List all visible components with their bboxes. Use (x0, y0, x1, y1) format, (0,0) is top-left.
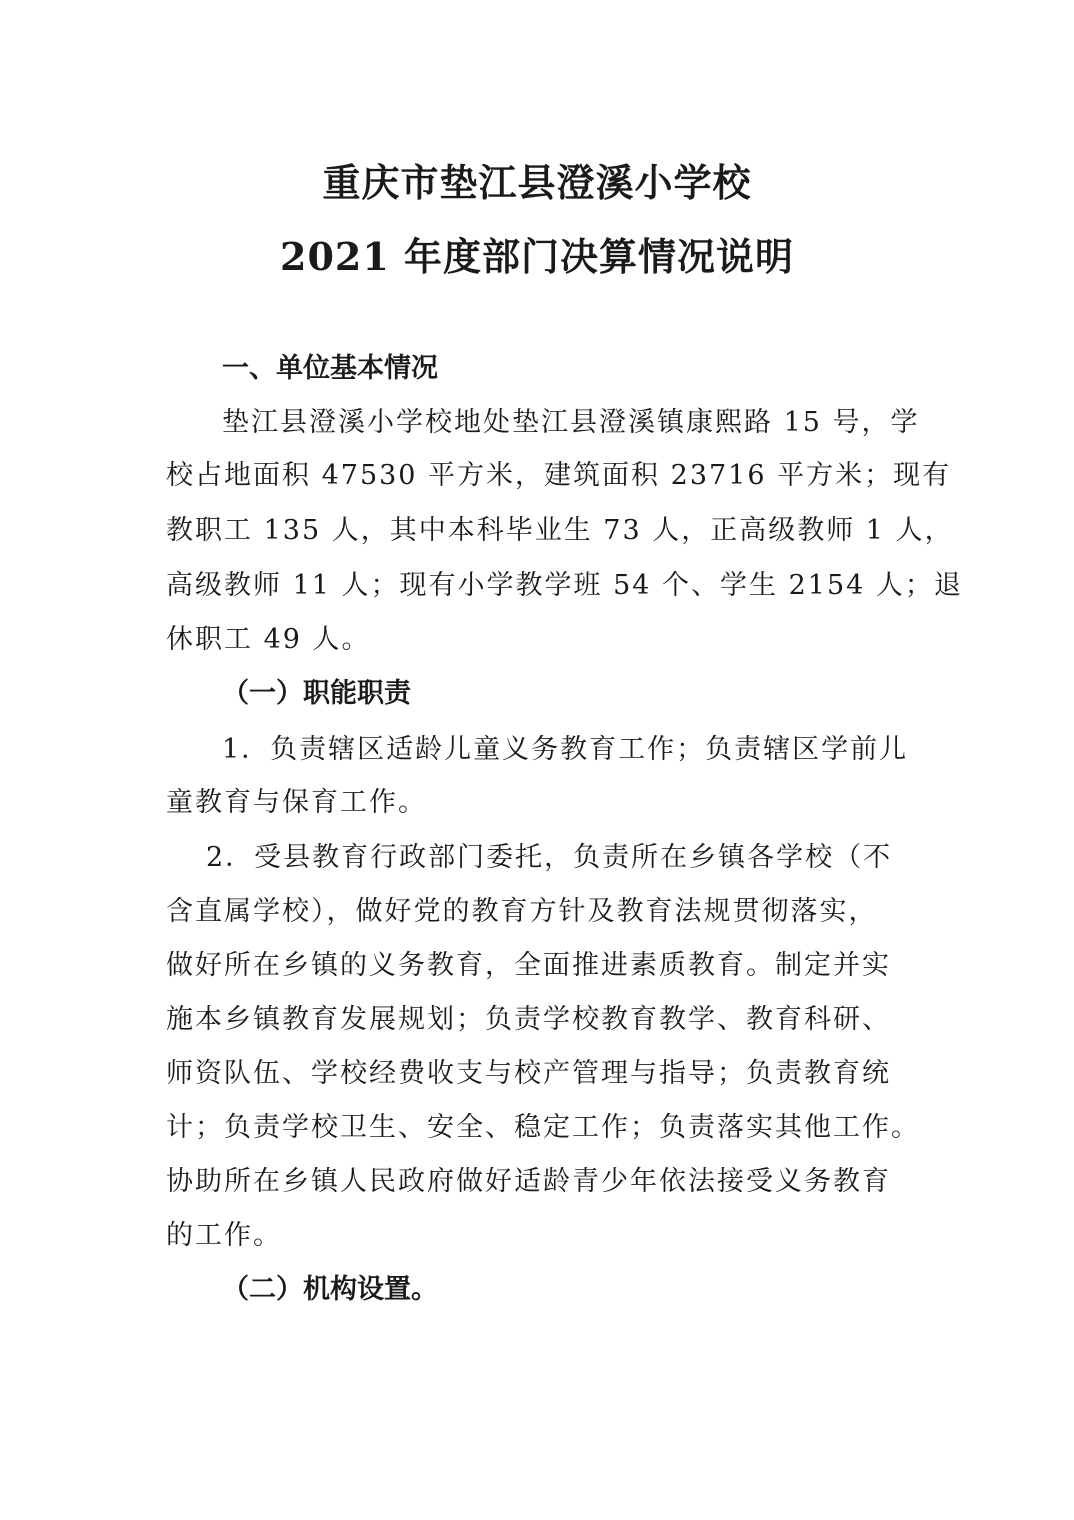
subsection1-item2-line: 的工作。 (166, 1220, 282, 1251)
section1-paragraph-line: 校占地面积 47530 平方米，建筑面积 23716 平方米；现有 (166, 460, 952, 491)
section1-paragraph-line: 休职工 49 人。 (166, 624, 371, 655)
subsection1-item2-line: 师资队伍、学校经费收支与校产管理与指导；负责教育统 (166, 1058, 891, 1089)
section1-paragraph-line: 教职工 135 人，其中本科毕业生 73 人，正高级教师 1 人， (166, 515, 954, 546)
section1-paragraph-line: 高级教师 11 人；现有小学教学班 54 个、学生 2154 人；退 (166, 570, 963, 601)
subsection1-item1-line: 童教育与保育工作。 (166, 787, 427, 818)
subsection1-item2-line: 协助所在乡镇人民政府做好适龄青少年依法接受义务教育 (166, 1166, 891, 1197)
subsection1-heading: （一）职能职责 (222, 678, 411, 709)
subsection1-item1-line: 1．负责辖区适龄儿童义务教育工作；负责辖区学前儿 (222, 734, 909, 765)
subsection1-item2-line: 计；负责学校卫生、安全、稳定工作；负责落实其他工作。 (166, 1112, 920, 1143)
subsection1-item2-line: 含直属学校），做好党的教育方针及教育法规贯彻落实， (166, 896, 878, 927)
section1-heading: 一、单位基本情况 (222, 353, 438, 384)
section1-paragraph-line: 垫江县澄溪小学校地处垫江县澄溪镇康熙路 15 号，学 (222, 407, 920, 438)
document-title-line1: 重庆市垫江县澄溪小学校 (322, 160, 752, 205)
subsection1-item2-line: 做好所在乡镇的义务教育，全面推进素质教育。制定并实 (166, 950, 891, 981)
subsection1-item2-line: 2．受县教育行政部门委托，负责所在乡镇各学校（不 (206, 842, 893, 873)
subsection2-heading: （二）机构设置。 (222, 1274, 438, 1305)
document-title-line2: 2021 年度部门决算情况说明 (280, 234, 794, 279)
subsection1-item2-line: 施本乡镇教育发展规划；负责学校教育教学、教育科研、 (166, 1004, 891, 1035)
